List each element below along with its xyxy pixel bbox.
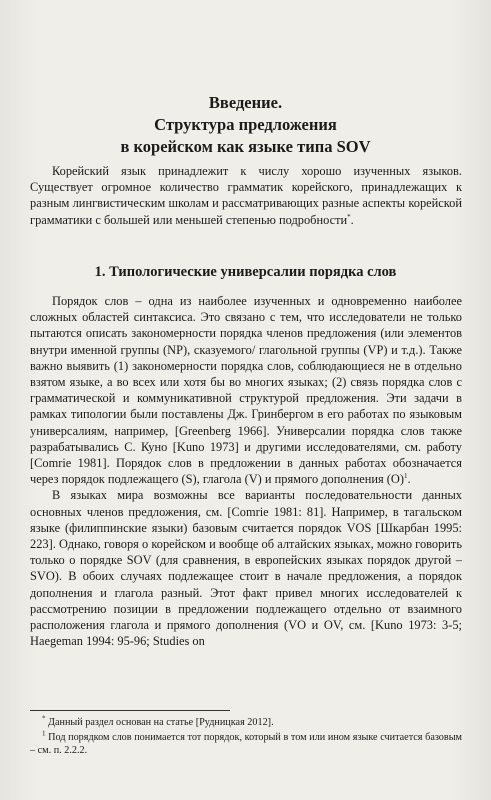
intro-paragraph: [30, 163, 462, 228]
footnote-star-mark: *: [42, 714, 46, 723]
footnote-star: [30, 716, 462, 729]
footnote-separator: [30, 710, 230, 711]
title-line-2: Структура предложения: [154, 115, 337, 134]
intro-end: .: [350, 212, 354, 227]
chapter-title: [0, 92, 491, 158]
intro-text: Корейский язык принадлежит к числу хорошо изученных языков. Существует огромное количество грамматик корейского, принадлежащих к разным лингвистическим школам и рассматривающих разные аспекты корейской грамматики с большей или меньшей степенью подробности: [30, 164, 462, 227]
section-heading: 1. Типологические универсалии порядка слов: [94, 264, 397, 280]
footnote-1-text: Под порядком слов понимается тот порядок, который в том или ином языке считается базовым – см. п. 2.2.2.: [30, 732, 462, 756]
footnote-ref-1: 1: [403, 472, 408, 481]
section-body: [30, 293, 462, 649]
paragraph-1: [30, 293, 462, 487]
paragraph-2: В языках мира возможны все варианты последовательности данных основных членов предложения, см. [Comrie 1981: 81]. Например, в тагальском языке (филиппинские языки) базовым считается порядок VOS [Шкарбан 1995: 223]. Однако, говоря о корейском и вообще об алтайских языках, можно говорить только о порядке SOV (для сравнения, в европейских языках порядок другой – SVO). В обоих случаях подлежащее стоит в начале предложения, а порядок дополнения и глагола разный. Этот факт привел многих исследователей к рассмотрению позиции в предложении подлежащего отдельно от взаимного расположения глагола и прямого дополнения (VO и OV, см. [Kuno 1973: 3-5; Haegeman 1994: 95-96; Studies on: [30, 488, 462, 649]
footnote-ref-star: *: [347, 212, 351, 221]
footnote-1: [30, 731, 462, 757]
paragraph-1-text: Порядок слов – одна из наиболее изученных и одновременно наиболее сложных областей синтаксиса. Это связано с тем, что исследователи не только пытаются описать закономерности порядка членов предложения (или элементов внутри именной группы (NP), сказуемого/ глагольной группы (VP) и т.д.). Также важно выявить (1) закономерности порядка слов, соблюдающиеся не в отдельно взятом языке, а во всех или хотя бы во многих языках; (2) связь порядка слов с грамматической и коммуникативной структурой предложения. Эти задачи в рамках типологии были поставлены Дж. Гринбергом в его работах по языковым универсалиям, например, [Greenberg 1966]. Универсалии порядка слов также разрабатывались С. Куно [Kuno 1973] и другими исследователями, см. работу [Comrie 1981]. Порядок слов в предложении в данных работах обозначается через порядок подлежащего (S), глагола (V) и прямого дополнения (O): [30, 294, 462, 487]
title-line-3: в корейском как языке типа SOV: [120, 137, 371, 156]
title-line-1: Введение.: [208, 93, 283, 112]
paragraph-1-end: .: [407, 472, 411, 487]
footnote-star-text: Данный раздел основан на статье [Рудницкая 2012].: [48, 717, 274, 728]
footnote-1-mark: 1: [42, 729, 46, 738]
footnotes: [30, 716, 462, 759]
